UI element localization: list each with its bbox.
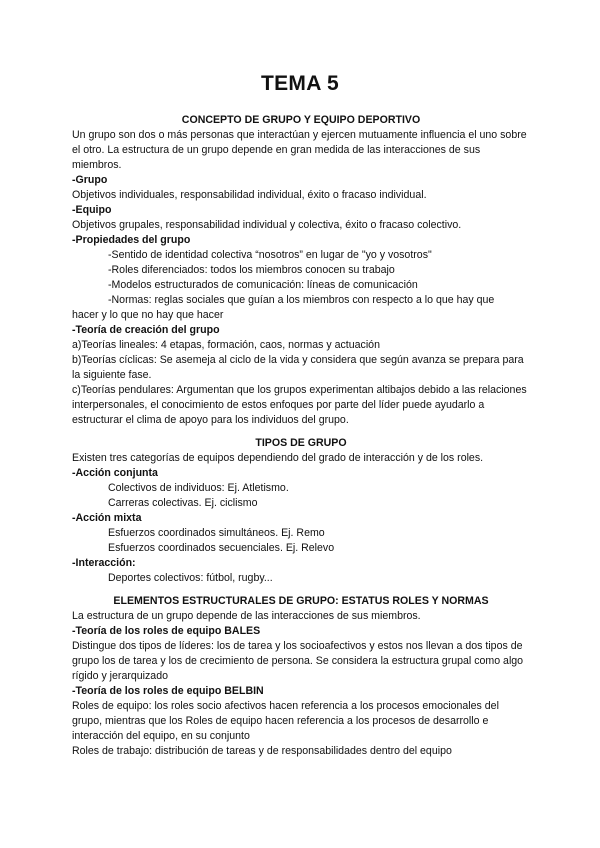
text-belbin-roles-trabajo: Roles de trabajo: distribución de tareas y de responsabilidades dentro del equipo bbox=[72, 745, 452, 757]
list-item-conjunta: Carreras colectivas. Ej. ciclismo bbox=[108, 497, 258, 509]
subheading-interaccion: -Interacción: bbox=[72, 557, 136, 569]
text-belbin-roles-equipo: Roles de equipo: los roles socio afectivos hacen referencia a los procesos emocionales del grupo, mientras que los Roles de equipo hacen referencia a los procesos de desarrollo e interacción del equipo, en su conjunto bbox=[72, 700, 499, 742]
subheading-bales: -Teoría de los roles de equipo BALES bbox=[72, 625, 261, 637]
subheading-belbin: -Teoría de los roles de equipo BELBIN bbox=[72, 685, 264, 697]
paragraph-intro-estructura: La estructura de un grupo depende de las interacciones de sus miembros. bbox=[72, 610, 421, 622]
subheading-grupo: -Grupo bbox=[72, 174, 108, 186]
text-teoria-pendulares: c)Teorías pendulares: Argumentan que los grupos experimentan altibajos debido a las relaciones interpersonales, el conocimiento de estos enfoques por parte del líder puede ayudarlo a estructurar el clima de apoyo para los individuos del grupo. bbox=[72, 384, 527, 426]
section-heading-concepto: CONCEPTO DE GRUPO Y EQUIPO DEPORTIVO bbox=[181, 114, 421, 126]
list-item-propiedad: -Modelos estructurados de comunicación: líneas de comunicación bbox=[108, 279, 418, 291]
text-teoria-lineales: a)Teorías lineales: 4 etapas, formación, caos, normas y actuación bbox=[72, 339, 380, 351]
subheading-teoria-creacion: -Teoría de creación del grupo bbox=[72, 324, 220, 336]
text-grupo: Objetivos individuales, responsabilidad individual, éxito o fracaso individual. bbox=[72, 189, 427, 201]
paragraph-intro-tipos: Existen tres categorías de equipos dependiendo del grado de interacción y de los roles. bbox=[72, 452, 484, 464]
subheading-accion-conjunta: -Acción conjunta bbox=[72, 467, 158, 479]
list-item-interaccion: Deportes colectivos: fútbol, rugby... bbox=[108, 572, 273, 584]
subheading-equipo: -Equipo bbox=[72, 204, 112, 216]
paragraph-intro-grupo: Un grupo son dos o más personas que interactúan y ejercen mutuamente influencia el uno sobre el otro. La estructura de un grupo depende en gran medida de las interacciones de sus miembros. bbox=[72, 129, 527, 171]
subheading-propiedades: -Propiedades del grupo bbox=[72, 234, 191, 246]
list-item-propiedad: -Normas: reglas sociales que guían a los miembros con respecto a lo que hay que bbox=[108, 294, 495, 306]
list-item-conjunta: Colectivos de individuos: Ej. Atletismo. bbox=[108, 482, 289, 494]
list-item-propiedad: -Sentido de identidad colectiva “nosotros” en lugar de "yo y vosotros" bbox=[108, 249, 432, 261]
section-heading-elementos: ELEMENTOS ESTRUCTURALES DE GRUPO: ESTATUS ROLES Y NORMAS bbox=[113, 595, 489, 607]
document-body bbox=[72, 113, 530, 759]
list-item-mixta: Esfuerzos coordinados secuenciales. Ej. Relevo bbox=[108, 542, 335, 554]
list-item-mixta: Esfuerzos coordinados simultáneos. Ej. Remo bbox=[108, 527, 325, 539]
subheading-accion-mixta: -Acción mixta bbox=[72, 512, 142, 524]
list-item-propiedad: -Roles diferenciados: todos los miembros conocen su trabajo bbox=[108, 264, 395, 276]
page-title: TEMA 5 bbox=[260, 72, 340, 95]
list-item-propiedad-continuation: hacer y lo que no hay que hacer bbox=[72, 309, 224, 321]
text-equipo: Objetivos grupales, responsabilidad individual y colectiva, éxito o fracaso colectivo. bbox=[72, 219, 462, 231]
section-heading-tipos: TIPOS DE GRUPO bbox=[255, 437, 347, 449]
text-bales: Distingue dos tipos de líderes: los de tarea y los socioafectivos y estos nos llevan a dos tipos de grupo los de tarea y los de crecimiento de persona. Se considera la estructura grupal como algo rígido y jerarquizado bbox=[72, 640, 524, 682]
text-teoria-ciclicas: b)Teorías cíclicas: Se asemeja al ciclo de la vida y considera que según avanza se prepara para la siguiente fase. bbox=[72, 354, 524, 381]
